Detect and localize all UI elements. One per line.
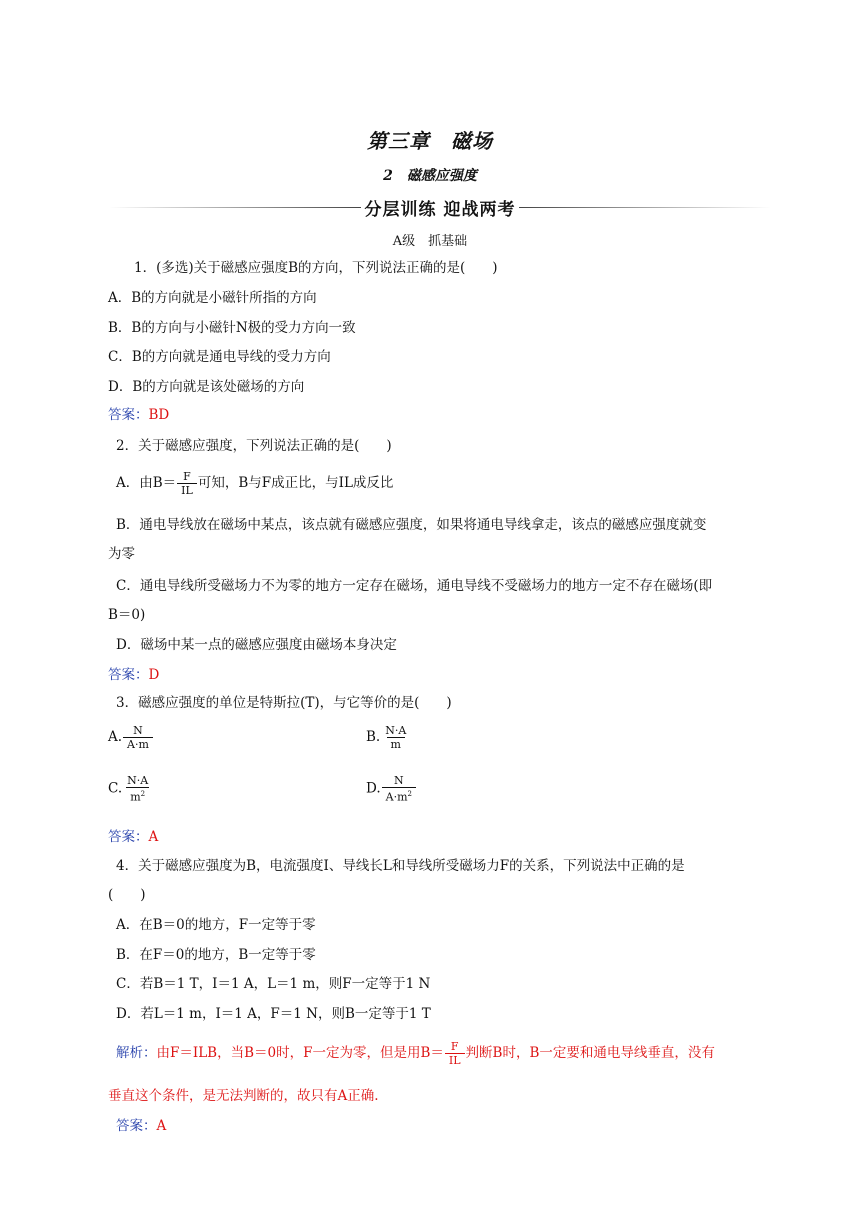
q2-option-c-line1: C．通电导线所受磁场力不为零的地方一定存在磁场，通电导线不受磁场力的地方一定不存在磁场(即: [116, 578, 713, 594]
fraction: [177, 470, 197, 497]
answer-label: 答案：: [108, 829, 149, 845]
q1-stem: 1．(多选)关于磁感应强度B的方向，下列说法正确的是( ): [134, 260, 498, 276]
q3-option-a: [108, 724, 154, 751]
q4-stem-line1: 4．关于磁感应强度为B，电流强度I、导线长L和导线所受磁场力F的关系，下列说法中正确的是: [116, 858, 685, 874]
fraction-denominator: [126, 787, 149, 804]
q4-option-c: C．若B＝1 T，I＝1 A，L＝1 m，则F一定等于1 N: [116, 976, 431, 992]
denominator-text: m: [390, 738, 401, 751]
option-label: D.: [366, 780, 381, 797]
q2-stem: 2．关于磁感应强度，下列说法正确的是( ): [116, 438, 392, 454]
q3-option-d: [366, 774, 417, 804]
q3-answer: [108, 827, 158, 847]
q1-option-a: A．B的方向就是小磁针所指的方向: [108, 290, 317, 306]
q4-analysis-line1: [116, 1035, 715, 1071]
analysis-post: 判断B时，B一定要和通电导线垂直，没有: [465, 1045, 715, 1061]
banner-text: 分层训练 迎战两考: [364, 199, 516, 220]
denominator-text: m: [130, 790, 141, 804]
fraction-denominator: [123, 737, 153, 751]
denominator-text: A·m: [127, 738, 149, 751]
fraction: [123, 774, 152, 804]
q1-answer: [108, 405, 169, 425]
q2-answer: [108, 665, 159, 685]
banner-rule-right: [519, 207, 770, 208]
fraction: [445, 1040, 465, 1067]
fraction-numerator: N: [394, 774, 404, 787]
q3-stem: 3．磁感应强度的单位是特斯拉(T)，与它等价的是( ): [116, 695, 452, 711]
fraction-numerator: F: [450, 1040, 459, 1053]
fraction: [382, 774, 416, 804]
q4-option-a: A．在B＝0的地方，F一定等于零: [116, 917, 316, 933]
q2-option-a: [116, 466, 393, 500]
option-label: A.: [108, 729, 123, 745]
q2-option-a-pre: A．由B＝: [116, 475, 177, 491]
denominator-text: A·m: [385, 790, 408, 804]
q1-option-b: B．B的方向与小磁针N极的受力方向一致: [108, 320, 356, 336]
answer-label: 答案：: [108, 667, 149, 683]
answer-value: D: [148, 667, 160, 683]
answer-value: BD: [148, 407, 170, 423]
chapter-title: 第三章 磁场: [367, 129, 493, 153]
fraction: [381, 724, 410, 751]
section-title: 2 磁感应强度: [383, 168, 477, 184]
q2-option-a-post: 可知，B与F成正比，与IL成反比: [197, 475, 394, 491]
denominator-exponent: 2: [407, 790, 412, 798]
fraction-denominator: IL: [445, 1053, 465, 1067]
fraction-numerator: N: [133, 724, 143, 737]
analysis-pre: 由F＝ILB，当B＝0时，F一定为零，但是用B＝: [156, 1045, 444, 1061]
fraction-denominator: IL: [177, 483, 197, 497]
q2-option-b-line1: B．通电导线放在磁场中某点，该点就有磁感应强度，如果将通电导线拿走，该点的磁感应强度就变: [116, 517, 707, 533]
fraction-numerator: N·A: [127, 774, 149, 787]
fraction: [123, 724, 153, 751]
q4-answer: [116, 1116, 166, 1136]
banner: [110, 194, 770, 220]
fraction-numerator: N·A: [385, 724, 407, 737]
q2-option-d: D．磁场中某一点的磁感应强度由磁场本身决定: [116, 637, 397, 653]
answer-value: A: [156, 1118, 167, 1134]
answer-label: 答案：: [108, 407, 149, 423]
analysis-label: 解析：: [116, 1045, 157, 1061]
denominator-exponent: 2: [140, 790, 146, 798]
fraction-numerator: F: [183, 470, 191, 483]
answer-label: 答案：: [116, 1118, 157, 1134]
q4-stem-line2: ( ): [108, 887, 146, 903]
fraction-denominator: [387, 737, 405, 751]
q3-option-b: [366, 724, 411, 751]
q2-option-b-line2: 为零: [108, 546, 135, 562]
q1-option-c: C．B的方向就是通电导线的受力方向: [108, 349, 331, 365]
option-label: B.: [366, 729, 381, 745]
q1-option-d: D．B的方向就是该处磁场的方向: [108, 379, 305, 395]
answer-value: A: [148, 829, 159, 845]
banner-rule-left: [110, 207, 361, 208]
q3-option-c: [108, 774, 153, 804]
q4-option-d: D．若L＝1 m，I＝1 A，F＝1 N，则B一定等于1 T: [116, 1006, 431, 1022]
option-label: C.: [108, 780, 123, 797]
q4-option-b: B．在F＝0的地方，B一定等于零: [116, 947, 316, 963]
level-heading: A级 抓基础: [392, 234, 468, 249]
q2-option-c-line2: B＝0): [108, 607, 146, 623]
q4-analysis-line2: 垂直这个条件，是无法判断的，故只有A正确.: [108, 1088, 379, 1104]
fraction-denominator: [382, 787, 416, 804]
